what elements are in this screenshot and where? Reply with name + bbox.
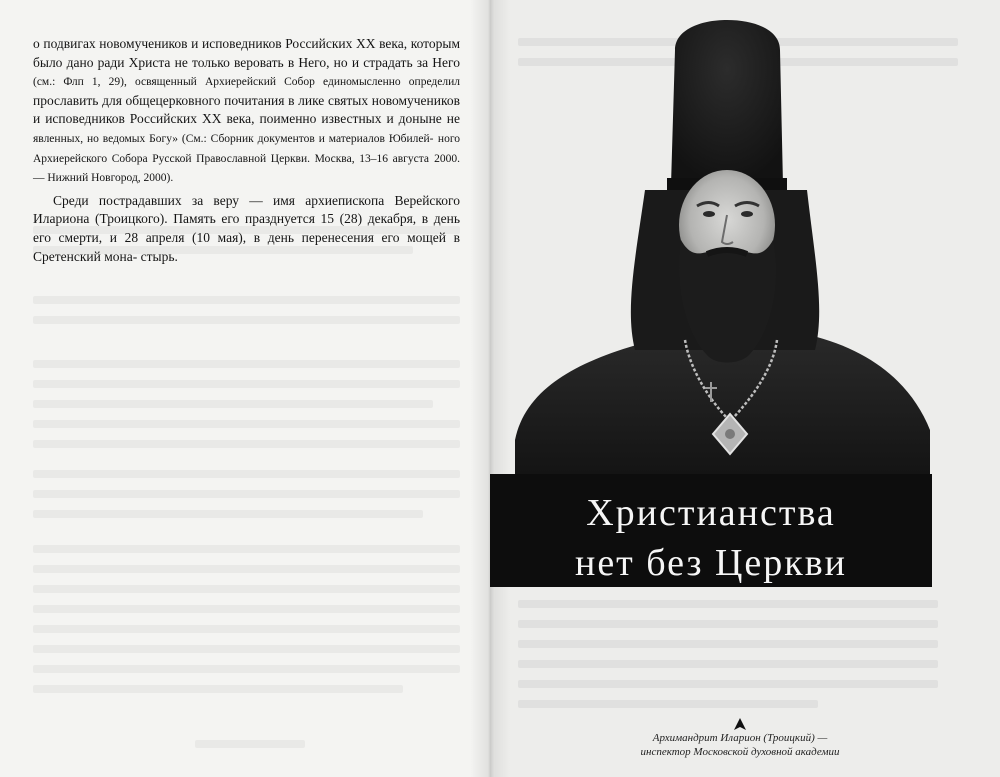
paragraph <box>33 35 460 188</box>
text-line: 2000. — Нижний Новгород, 2000). <box>33 152 460 185</box>
text-line: и 28 апреля (10 мая), в день перенесения его мощей в Сретенский мона- <box>33 229 460 264</box>
text-line: явленных, но ведомых Богу» (См.: Сборник документов и материалов Юбилей- <box>33 132 434 145</box>
text-line: прославить для общецерковного почитания в лике святых новомучеников <box>33 92 460 108</box>
text-line: Среди пострадавших за веру — имя архиепископа Верейского Илариона <box>33 192 460 227</box>
show-through-text <box>33 440 460 448</box>
text-line: стырь. <box>140 248 178 264</box>
photo-caption <box>610 731 870 759</box>
caption-line: инспектор Московской духовной академии <box>640 746 840 758</box>
text-line: и исповедников Российских XX века, поименно известных и доныне не <box>33 111 460 127</box>
monk-portrait-photo <box>515 10 930 488</box>
show-through-text <box>33 296 460 304</box>
text-line: (см.: Флп 1, 29), освященный Архиерейский Собор единомысленно определил <box>33 76 460 89</box>
show-through-text <box>33 400 433 408</box>
show-through-text <box>33 360 460 368</box>
chapter-title <box>490 488 932 588</box>
chapter-title-banner <box>490 474 932 587</box>
show-through-text <box>195 740 305 748</box>
show-through-text <box>33 625 460 633</box>
show-through-text <box>518 600 938 608</box>
text-line: о подвигах новомучеников и исповедников Российских XX века, которым <box>33 36 460 51</box>
triangle-marker-icon <box>734 718 746 730</box>
caption-line: Архимандрит Иларион (Троицкий) — <box>652 732 828 744</box>
show-through-text <box>33 685 403 693</box>
show-through-text <box>33 490 460 498</box>
text-line: (Троицкого). Память его празднуется 15 (28) декабря, в день его смерти, <box>33 211 460 245</box>
body-text <box>33 35 460 266</box>
show-through-text <box>518 700 818 708</box>
show-through-text <box>33 605 460 613</box>
chapter-title-line: нет без Церкви <box>574 542 848 584</box>
show-through-text <box>33 585 460 593</box>
show-through-text <box>33 420 460 428</box>
text-line: ного Архиерейского Собора Русской Православной Церкви. Москва, 13–16 августа <box>33 132 461 165</box>
paragraph <box>33 192 460 266</box>
show-through-text <box>518 680 938 688</box>
show-through-text <box>33 665 460 673</box>
show-through-text <box>518 620 938 628</box>
book-gutter <box>470 0 510 777</box>
show-through-text <box>518 660 938 668</box>
show-through-text <box>33 645 460 653</box>
show-through-text <box>33 316 460 324</box>
show-through-text <box>33 545 460 553</box>
text-line: было дано ради Христа не только веровать в Него, но и страдать за Него <box>33 54 460 70</box>
show-through-text <box>33 565 460 573</box>
chapter-title-line: Христианства <box>586 492 836 534</box>
show-through-text <box>518 640 938 648</box>
show-through-text <box>33 510 423 518</box>
left-page <box>0 0 490 777</box>
show-through-text <box>33 380 460 388</box>
show-through-text <box>33 470 460 478</box>
